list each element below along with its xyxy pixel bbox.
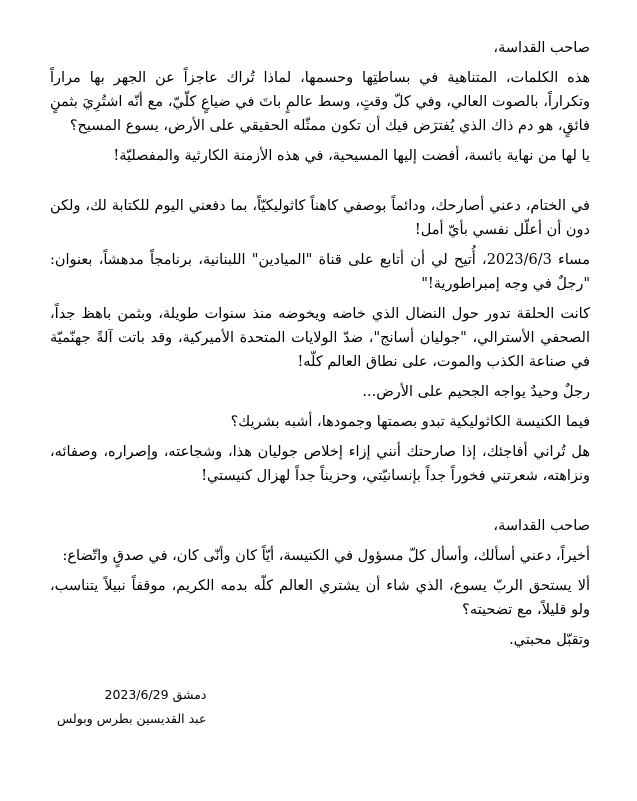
paragraph-8: هل تُراني أفاجئك، إذا صارحتك أنني إزاء إخلاص جوليان هذا، وشجاعته، وإصراره، وصفائه، ونزاهته، شعرتني فخوراً جداً بإنسانيّتي، وحزيناً جداً لهزال كنيستي!: [50, 444, 590, 484]
salutation-1: صاحب القداسة،: [493, 40, 590, 56]
paragraph-7: فيما الكنيسة الكاثوليكية تبدو بصمتها وجمودها، أشبه بشريك؟: [230, 414, 590, 430]
paragraph-9: أخيراً، دعني أسألك، وأسأل كلّ مسؤول في الكنيسة، أيّاً كان وأنّى كان، في صدقٍ واتّضاع:: [62, 548, 590, 564]
paragraph-2: يا لها من نهاية بائسة، أفضت إليها المسيحية، في هذه الأزمنة الكارثية والمفصليّة!: [113, 148, 590, 164]
paragraph-3: في الختام، دعني أصارحك، ودائماً بوصفي كاهناً كاثوليكيّاً، بما دفعني اليوم للكتابة لك، ولكن دون أن أعلّل نفسي بأيّ أمل!: [50, 198, 590, 238]
paragraph-4: مساء 2023/6/3، أُتيح لي أن أتابع على قناة "الميادين" اللبنانية، برنامجاً مدهشاً، بعنوان: "رجلٌ في وجه إمبراطورية!": [50, 252, 590, 292]
place-and-date: دمشق 2023/6/29: [104, 687, 207, 702]
paragraph-5: كانت الحلقة تدور حول النضال الذي خاضه ويخوضه منذ سنوات طويلة، وبثمن باهظ جداً، الصحفي الأسترالي، "جوليان أسانج"، ضدّ الولايات المتحدة الأميركية، وقد باتت آلةً جهنّميّة في صناعة الكذب والموت، على نطاق العالم كلّه!: [50, 306, 590, 370]
signature-author: عبد القديسين بطرس وبولس: [57, 711, 207, 726]
salutation-2: صاحب القداسة،: [493, 518, 590, 534]
paragraph-1: هذه الكلمات، المتناهية في بساطتِها وحسمها، لماذا تُراك عاجزاً عن الجهر بها مراراً وتكراراً، بالصوت العالي، وفي كلّ وقتٍ، وسط عالمٍ باتَ في ضياعٍ كلّيّ، مع أنّه اشتُرِيَ بثمنٍ فائقٍ، هو دم ذاك الذي يُفترَض فيك أن تكون ممثّله الحقيقي على الأرض، يسوع المسيح؟: [50, 70, 590, 134]
closing-line: وتقبّل محبتي.: [509, 632, 590, 648]
paragraph-6: رجلٌ وحيدٌ يواجه الجحيم على الأرض...: [362, 384, 590, 400]
letter-body: [50, 36, 590, 652]
paragraph-10: ألا يستحق الربّ يسوع، الذي شاء أن يشتري العالم كلّه بدمه الكريم، موقفاً نبيلاً يتناسب، ولو قليلاً، مع تضحيته؟: [50, 578, 590, 618]
signature-block: [57, 683, 206, 731]
